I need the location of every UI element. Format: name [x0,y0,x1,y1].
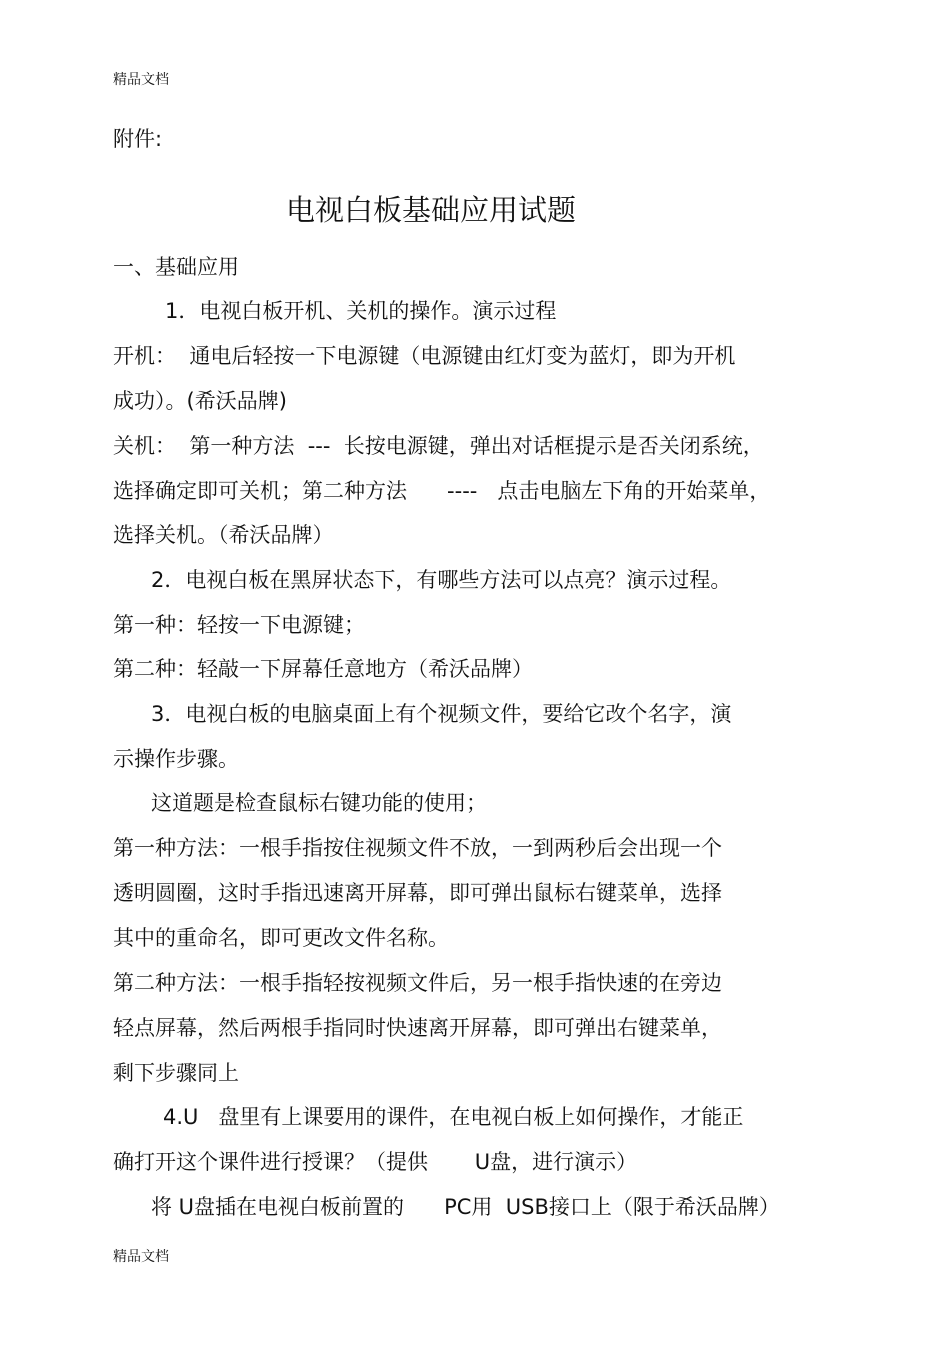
power-on-text: 开机： 通电后轻按一下电源键（电源键由红灯变为蓝灯，即为开机 [113,344,736,368]
method-text: 剩下步骤同上 [113,1061,239,1085]
method-text: 轻点屏幕，然后两根手指同时快速离开屏幕，即可弹出右键菜单， [113,1016,722,1040]
question-4-heading: 4.U 盘里有上课要用的课件，在电视白板上如何操作，才能正 [163,1105,744,1129]
page-footer: 精品文档 [113,1249,169,1265]
method-text: 第二种：轻敲一下屏幕任意地方（希沃品牌） [113,657,533,681]
section-heading: 一、基础应用 [113,255,239,279]
power-on-text: 成功）。(希沃品牌) [113,389,287,413]
question-2-heading: 2．电视白板在黑屏状态下，有哪些方法可以点亮？演示过程。 [151,568,732,592]
attachment-label: 附件: [113,127,163,151]
question-3-intro: 这道题是检查鼠标右键功能的使用； [151,791,487,815]
method-text: 透明圆圈，这时手指迅速离开屏幕，即可弹出鼠标右键菜单，选择 [113,881,722,905]
power-off-text: 选择关机。（希沃品牌） [113,523,334,547]
method-text: 其中的重命名，即可更改文件名称。 [113,926,449,950]
question-3-heading: 示操作步骤。 [113,747,239,771]
method-text: 第二种方法：一根手指轻按视频文件后，另一根手指快速的在旁边 [113,971,722,995]
question-3-heading: 3．电视白板的电脑桌面上有个视频文件，要给它改个名字，演 [151,702,732,726]
document-title: 电视白板基础应用试题 [285,193,576,227]
page-header: 精品文档 [113,72,169,88]
question-4-heading: 确打开这个课件进行授课？（提供 U盘，进行演示） [113,1150,638,1174]
answer-text: 将 U盘插在电视白板前置的 PC用 USB接口上（限于希沃品牌） [151,1195,780,1219]
power-off-text: 关机： 第一种方法 --- 长按电源键，弹出对话框提示是否关闭系统， [113,434,764,458]
method-text: 第一种方法：一根手指按住视频文件不放，一到两秒后会出现一个 [113,836,722,860]
question-1-heading: 1．电视白板开机、关机的操作。演示过程 [165,299,557,323]
power-off-text: 选择确定即可关机；第二种方法 ---- 点击电脑左下角的开始菜单， [113,479,771,503]
method-text: 第一种：轻按一下电源键； [113,613,365,637]
